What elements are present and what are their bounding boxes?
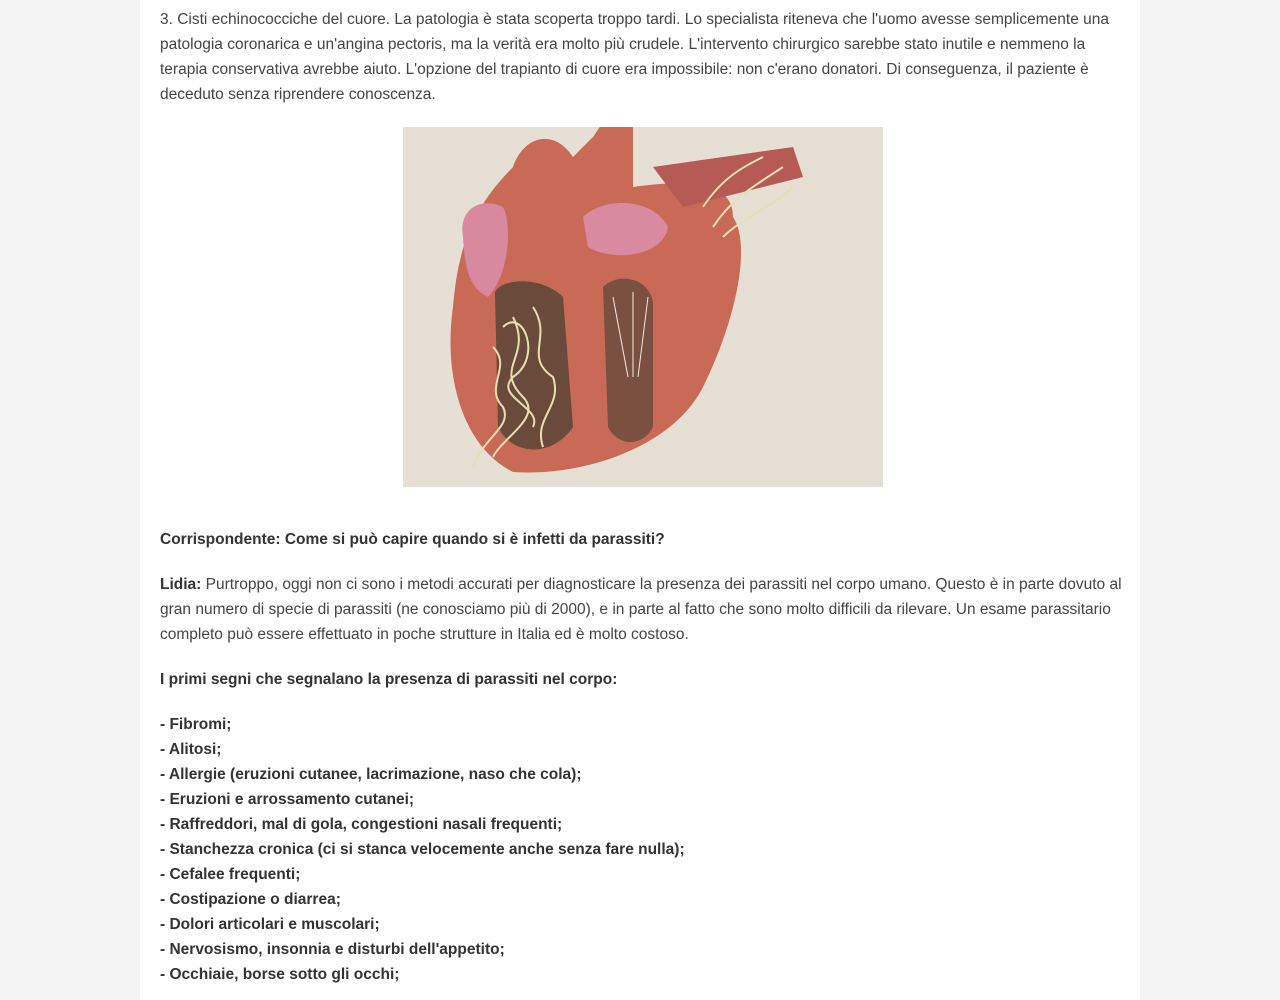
list-item: - Raffreddori, mal di gola, congestioni nasali frequenti;: [160, 816, 563, 833]
article-page: [140, 0, 1140, 1000]
paragraph-case-3: 3. Cisti echinococciche del cuore. La patologia è stata scoperta troppo tardi. Lo specialista riteneva che l'uomo avesse semplicemente una patologia coronarica e un'angina pectoris, ma la verità era molto più crudele. L'intervento chirurgico sarebbe stato inutile e nemmeno la terapia conservativa avrebbe aiuto. L'opzione del trapianto di cuore era impossibile: non c'erano donatori. Di conseguenza, il paziente è deceduto senza riprendere conoscenza.: [160, 11, 1109, 103]
list-item: - Allergie (eruzioni cutanee, lacrimazione, naso che cola);: [160, 766, 582, 783]
answer: [160, 572, 1125, 647]
list-item: - Stanchezza cronica (ci si stanca velocemente anche senza fare nulla);: [160, 841, 685, 858]
signs-heading: I primi segni che segnalano la presenza di parassiti nel corpo:: [160, 671, 618, 688]
answer-text: Purtroppo, oggi non ci sono i metodi accurati per diagnosticare la presenza dei parassiti nel corpo umano. Questo è in parte dovuto al gran numero di specie di parassiti (ne conosciamo più di 2000), e in parte al fatto che sono molto difficili da rilevare. Un esame parassitario completo può essere effettuato in poche strutture in Italia ed è molto costoso.: [160, 576, 1122, 643]
answer-speaker: Lidia:: [160, 576, 202, 593]
list-item: - Costipazione o diarrea;: [160, 891, 341, 908]
list-item: - Cefalee frequenti;: [160, 866, 301, 883]
signs-list: [160, 712, 1125, 987]
article-body: [160, 7, 1125, 987]
list-item: - Occhiaie, borse sotto gli occhi;: [160, 966, 400, 983]
list-item: - Eruzioni e arrossamento cutanei;: [160, 791, 415, 808]
list-item: - Nervosismo, insonnia e disturbi dell'appetito;: [160, 941, 505, 958]
list-item: - Fibromi;: [160, 716, 232, 733]
list-item: - Dolori articolari e muscolari;: [160, 916, 380, 933]
list-item: - Alitosi;: [160, 741, 222, 758]
heart-parasites-illustration: [403, 127, 883, 487]
question: Corrispondente: Come si può capire quando si è infetti da parassiti?: [160, 531, 665, 548]
